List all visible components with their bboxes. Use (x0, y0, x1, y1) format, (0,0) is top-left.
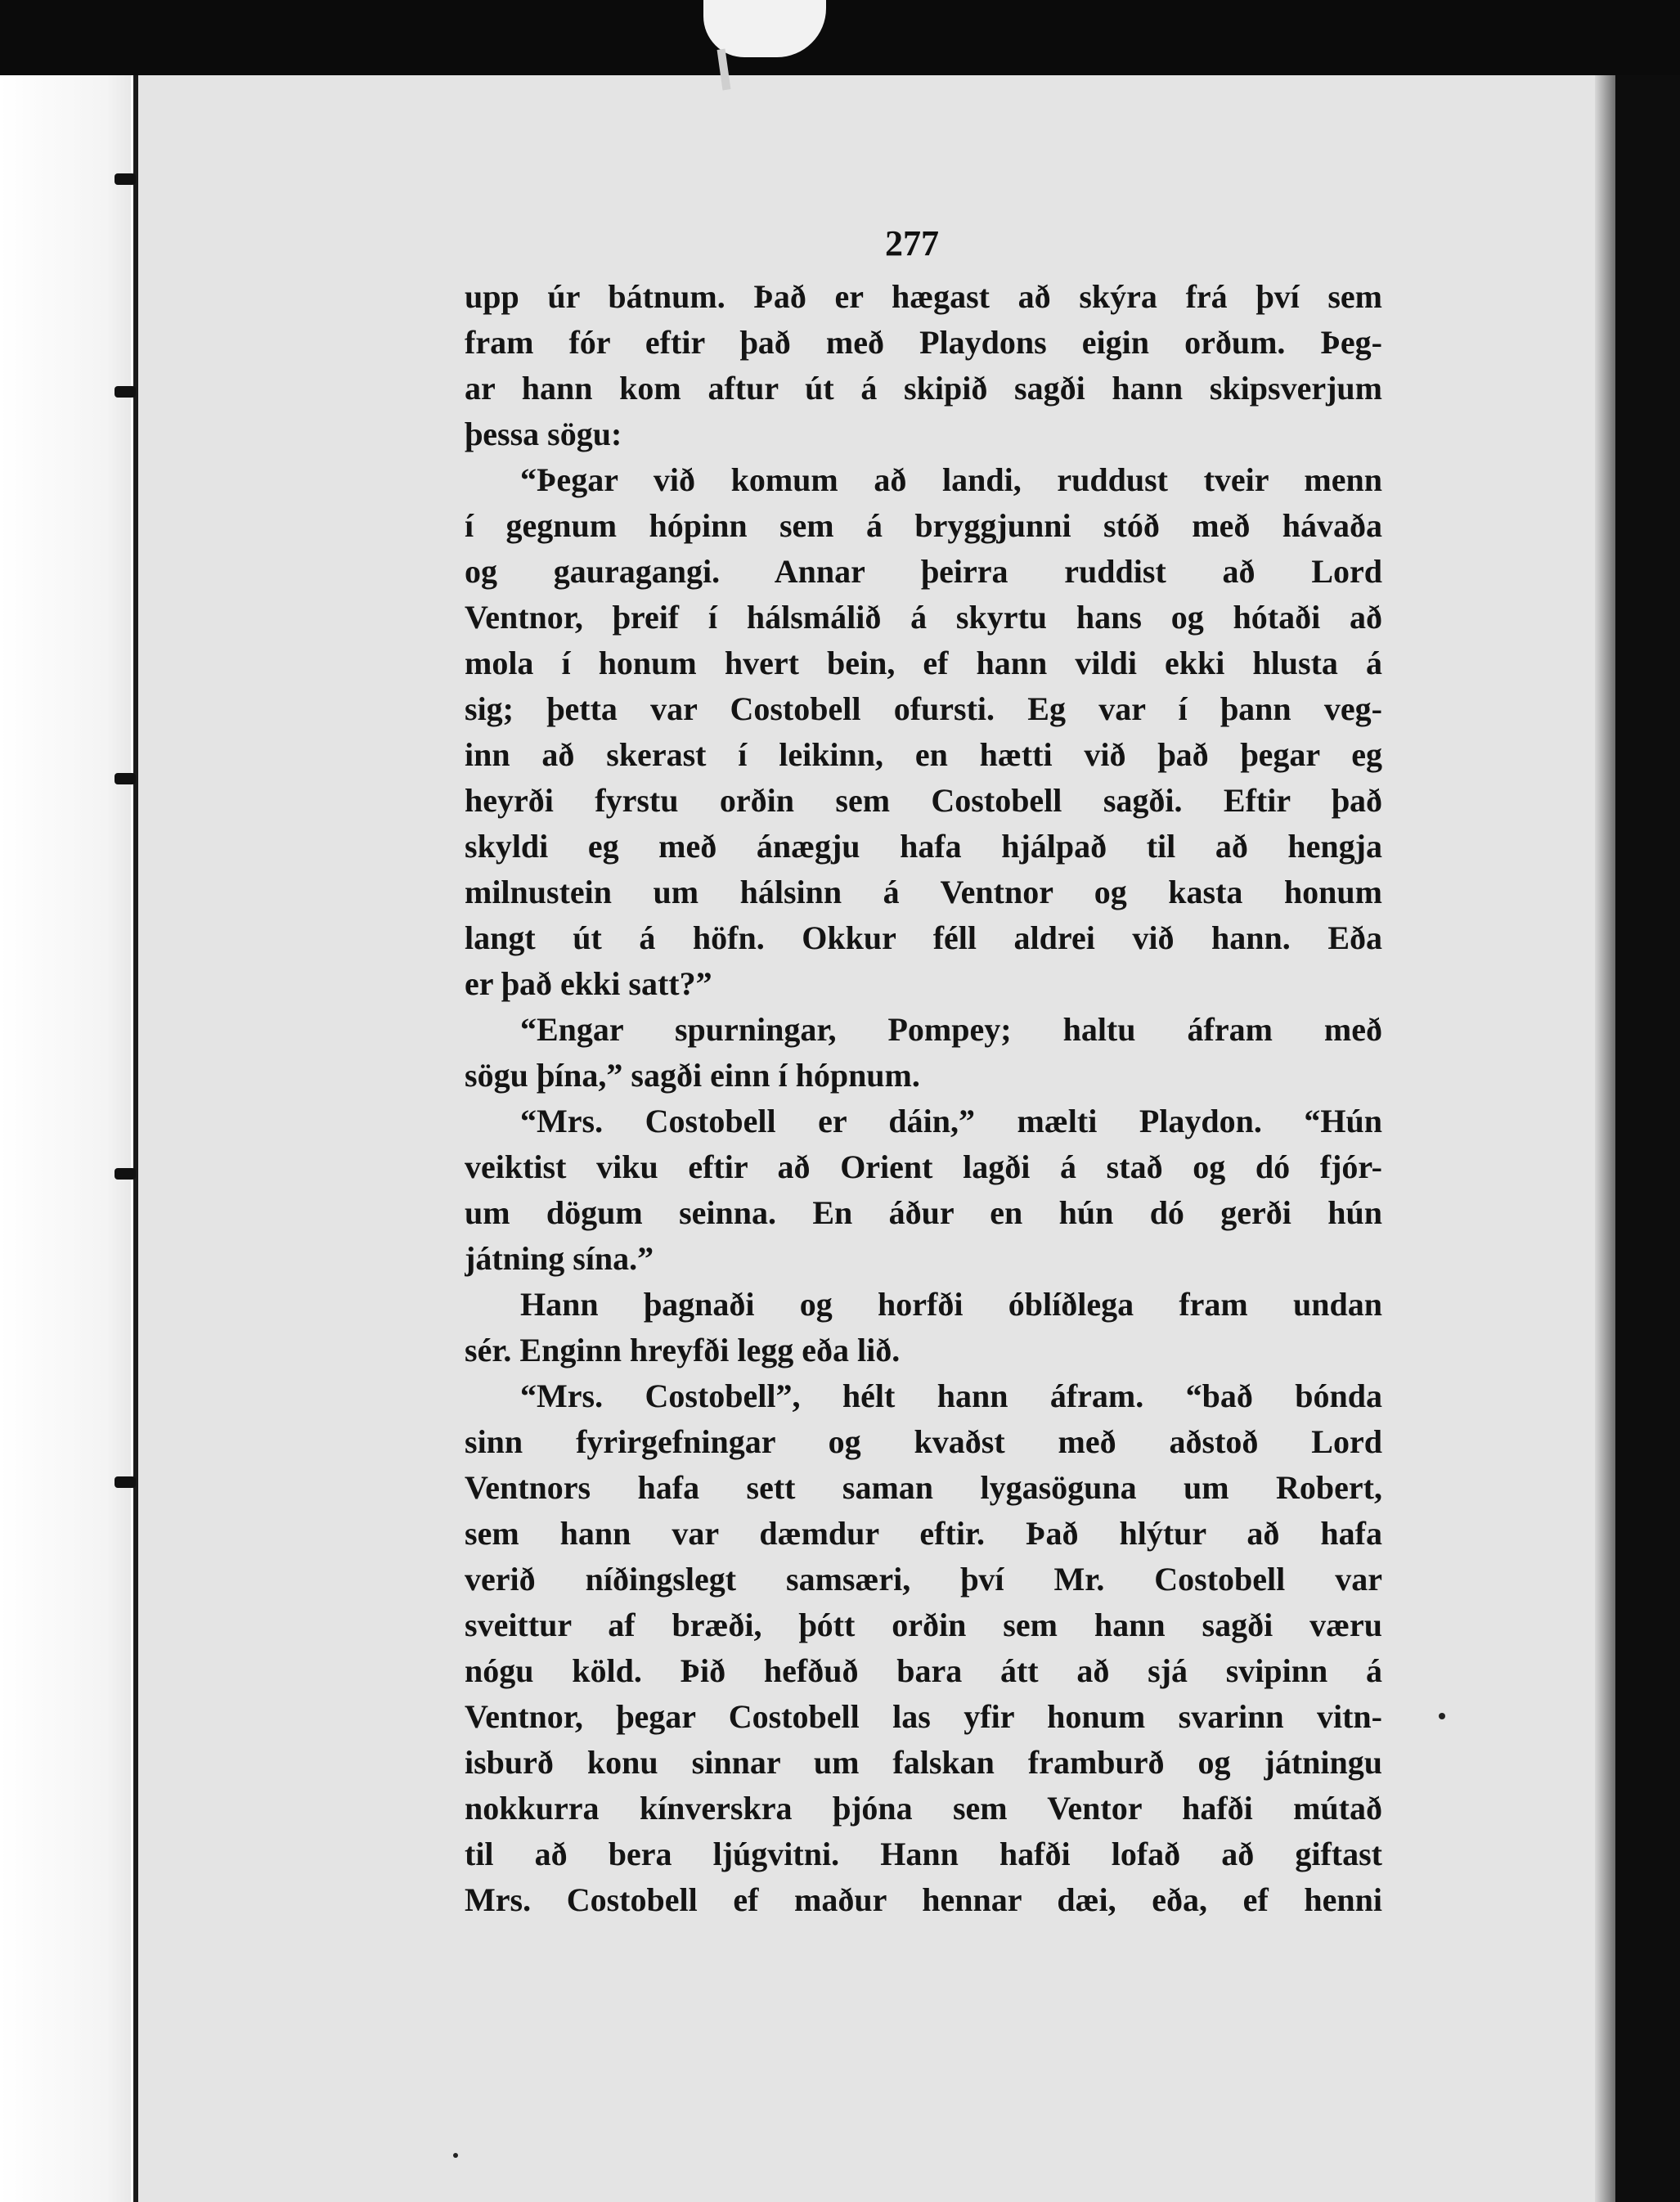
text-line: er það ekki satt?” (465, 965, 712, 1002)
text-line: til að bera ljúgvitni. Hann hafði lofað að giftast (465, 1836, 1382, 1872)
film-mark (115, 173, 136, 185)
text-line: þessa sögu: (465, 416, 622, 452)
text-line: isburð konu sinnar um falskan framburð og játningu (465, 1744, 1382, 1781)
text-line: “Engar spurningar, Pompey; haltu áfram með (520, 1011, 1382, 1048)
text-line: sveittur af bræði, þótt orðin sem hann sagði væru (465, 1607, 1382, 1643)
page-text (465, 274, 1382, 1923)
text-line: Hann þagnaði og horfði óblíðlega fram undan (520, 1286, 1382, 1323)
text-line: sem hann var dæmdur eftir. Það hlýtur að hafa (465, 1515, 1382, 1552)
film-margin-left (0, 0, 131, 2202)
text-line: heyrði fyrstu orðin sem Costobell sagði. Eftir það (465, 782, 1382, 819)
text-line: sér. Enginn hreyfði legg eða lið. (465, 1332, 901, 1368)
text-line: veiktist viku eftir að Orient lagði á stað og dó fjór- (465, 1148, 1382, 1185)
text-line: mola í honum hvert bein, ef hann vildi ekki hlusta á (465, 645, 1382, 681)
text-line: ar hann kom aftur út á skipið sagði hann skipsverjum (465, 370, 1382, 407)
film-border-right (1615, 0, 1680, 2202)
text-line: sig; þetta var Costobell ofursti. Eg var í þann veg- (465, 690, 1382, 727)
text-line: sinn fyrirgefningar og kvaðst með aðstoð Lord (465, 1423, 1382, 1460)
text-line: í gegnum hópinn sem á bryggjunni stóð með hávaða (465, 507, 1382, 544)
film-mark (115, 386, 136, 398)
text-line: “Mrs. Costobell er dáin,” mælti Playdon. “Hún (520, 1103, 1382, 1139)
film-mark (115, 1168, 136, 1180)
paper-speck (453, 2153, 458, 2158)
text-line: Ventnors hafa sett saman lygasöguna um Robert, (465, 1469, 1382, 1506)
text-line: Ventnor, þegar Costobell las yfir honum svarinn vitn- (465, 1698, 1382, 1735)
film-border-top (0, 0, 1680, 75)
text-line: langt út á höfn. Okkur féll aldrei við hann. Eða (465, 919, 1382, 956)
text-line: fram fór eftir það með Playdons eigin orðum. Þeg- (465, 324, 1382, 361)
text-line: um dögum seinna. En áður en hún dó gerði hún (465, 1194, 1382, 1231)
text-line: milnustein um hálsinn á Ventnor og kasta honum (465, 874, 1382, 910)
text-line: “Þegar við komum að landi, ruddust tveir menn (520, 461, 1382, 498)
text-line: Ventnor, þreif í hálsmálið á skyrtu hans og hótaði að (465, 599, 1382, 636)
page-number: 277 (885, 223, 939, 263)
film-mark (115, 1476, 136, 1488)
text-line: upp úr bátnum. Það er hægast að skýra frá því sem (465, 278, 1382, 315)
page-shadow-right (1595, 75, 1616, 2202)
text-line: Mrs. Costobell ef maður hennar dæi, eða, ef henni (465, 1881, 1382, 1918)
text-line: skyldi eg með ánægju hafa hjálpað til að hengja (465, 828, 1382, 865)
text-line: játning sína.” (465, 1240, 654, 1277)
text-line: og gauragangi. Annar þeirra ruddist að Lord (465, 553, 1382, 590)
film-mark (115, 773, 136, 784)
text-line: nógu köld. Þið hefðuð bara átt að sjá svipinn á (465, 1652, 1382, 1689)
text-line: nokkurra kínverskra þjóna sem Ventor hafði mútað (465, 1790, 1382, 1827)
text-line: verið níðingslegt samsæri, því Mr. Costobell var (465, 1561, 1382, 1598)
paper-speck (1439, 1713, 1445, 1719)
text-line: sögu þína,” sagði einn í hópnum. (465, 1057, 920, 1094)
text-line: “Mrs. Costobell”, hélt hann áfram. “bað bónda (520, 1377, 1382, 1414)
text-line: inn að skerast í leikinn, en hætti við það þegar eg (465, 736, 1382, 773)
